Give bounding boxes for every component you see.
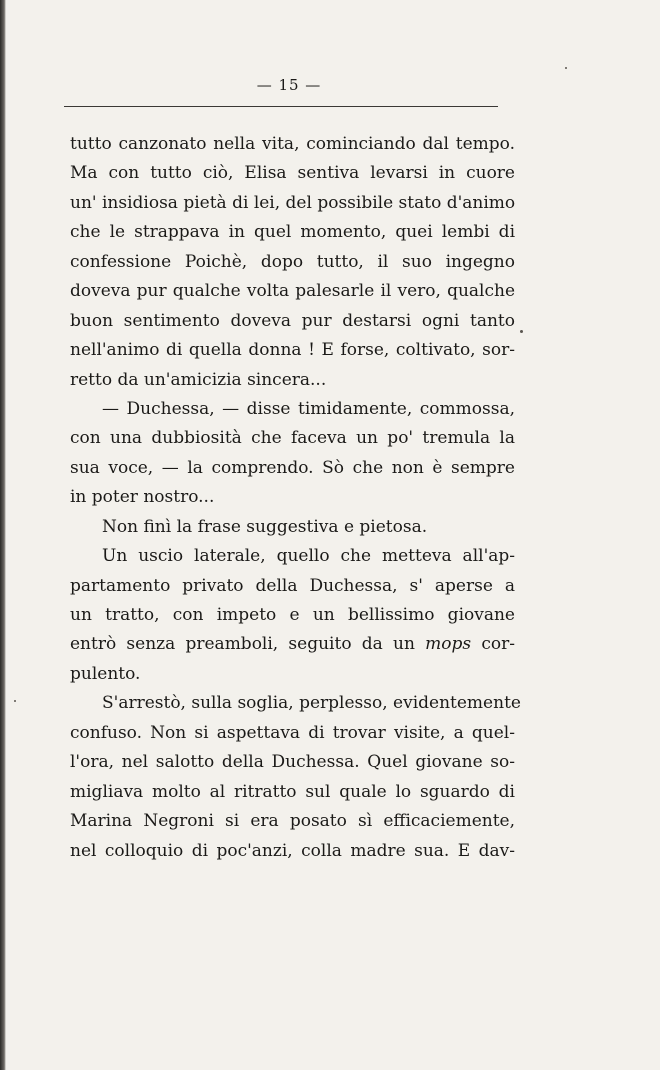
text-line: S'arrestò, sulla soglia, perplesso, evidentemente bbox=[102, 693, 521, 714]
text-line: pulento. bbox=[70, 663, 141, 684]
text-line: sua voce, — la comprendo. Sò che non è sempre bbox=[70, 457, 515, 478]
text-line: tutto canzonato nella vita, cominciando dal tempo. bbox=[70, 134, 515, 154]
text-line: confuso. Non si aspettava di trovar visite, a quel- bbox=[70, 722, 515, 743]
binding-edge bbox=[0, 0, 6, 1070]
text-line: l'ora, nel salotto della Duchessa. Quel giovane so- bbox=[70, 752, 515, 773]
text-line: con una dubbiosità che faceva un po' tremula la bbox=[70, 428, 515, 449]
text-line: un tratto, con impeto e un bellissimo giovane bbox=[70, 605, 515, 625]
text-line: Non finì la frase suggestiva e pietosa. bbox=[102, 516, 428, 537]
paper-speck bbox=[14, 700, 16, 702]
text-line: in poter nostro... bbox=[70, 487, 215, 508]
text-line: nel colloquio di poc'anzi, colla madre sua. E dav- bbox=[70, 840, 515, 861]
paper-speck bbox=[565, 67, 567, 69]
page-number: — 15 — bbox=[256, 76, 322, 94]
text-line: Un uscio laterale, quello che metteva all'ap- bbox=[102, 546, 515, 567]
text-line: nell'animo di quella donna ! E forse, coltivato, sor- bbox=[70, 340, 515, 361]
text-line: che le strappava in quel momento, quei lembi di bbox=[70, 222, 515, 243]
text-line: un' insidiosa pietà di lei, del possibile stato d'animo bbox=[70, 192, 516, 213]
text-line: confessione Poichè, dopo tutto, il suo ingegno bbox=[70, 251, 515, 272]
italic-word: mops bbox=[425, 634, 472, 655]
text-line: partamento privato della Duchessa, s' aperse a bbox=[70, 575, 515, 596]
header-rule bbox=[64, 106, 498, 107]
text-line: entrò senza preamboli, seguito da un mops cor- bbox=[70, 634, 515, 655]
text-line: retto da un'amicizia sincera... bbox=[70, 369, 327, 390]
text-line: doveva pur qualche volta palesarle il vero, qualche bbox=[70, 281, 515, 302]
text-line: Marina Negroni si era posato sì efficaciemente, bbox=[70, 811, 515, 832]
text-line: buon sentimento doveva pur destarsi ogni tanto bbox=[70, 310, 515, 331]
text-line: migliava molto al ritratto sul quale lo sguardo di bbox=[70, 781, 515, 802]
text-line: Ma con tutto ciò, Elisa sentiva levarsi in cuore bbox=[70, 163, 515, 184]
text-line: — Duchessa, — disse timidamente, commossa, bbox=[102, 398, 515, 419]
body-text bbox=[70, 130, 521, 866]
paper-speck bbox=[520, 330, 523, 333]
